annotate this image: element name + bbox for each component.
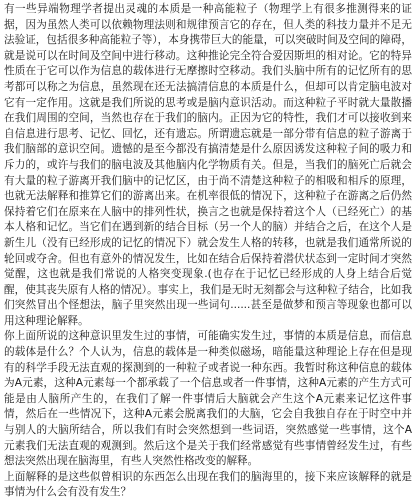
paragraph-closing-question: 上面解释的是这些似曾相识的东西怎么出现在我们的脑海里的，接下来应该解释的就是事情为什么会有没有发生？ [4, 470, 412, 499]
paragraph-a-element-explanation: 你上面所说的这种意识里发生过的事情，可能确实发生过，事情的本质是信息，而信息的载体是什么？个人认为，信息的载体是一种类似磁场，暗能量这种理论上存在但是现有的科学手段无法直观的探测到的一种粒子或者说一种东西。我暂时称这种信息的载体为A元素，这种A元素每一个都承载了一个信息或者一件事情，这种A元素的产生方式可能是由人脑所产生的，在我们了解一件事情后大脑就会产生这个A元素来记忆这件事情，然后在一些情况下，这种A元素会脱离我们的大脑，它会自我独自存在于时空中并与别人的大脑所结合，所以我们有时会突然想到一些词语，突然感觉一些事情，这个A元素我们无法直观的观测到。然后这个是关于我们经常感觉有些事情曾经发生过，有些想法突然出现在脑海里，有些人突然性格改变的解释。 [4, 330, 412, 468]
paragraph-soul-particle-theory: 有一些异端物理学者提出灵魂的本质是一种高能粒子（物理学上有很多推测得来的证据，因为虽然人类可以依赖物理法则和规律预言它的存在，但人类的科技力量并不足无法验证，包括很多种高能粒子等），本身携带巨大的能量，可以突破时间及空间的障碍，就是说可以在时间及空间中进行移动。这种推论完全符合爱因斯坦的相对论。它的特异性质在于它可以作为信息的载体进行无摩擦时空移动。我们头脑中所有的记忆所有的思考都可以称之为信息，虽然现在还无法搞清信息的本质是什么，但却可以肯定脑电波对它有一定作用。这就是我们所说的思考或是脑内意识活动。而这种粒子平时就大量散播在我们周围的空间，当然也存在于我们的脑内。正因为它的特性，我们才可以接收到来自信息进行思考、记忆、回忆，还有遗忘。所谓遗忘就是一部分带有信息的粒子游离于我们脑部的意识空间。遗憾的是至今都没有搞清楚是什么原因诱发这种粒子间的吸力和斥力的，或许与我们的脑电波及其他脑内化学物质有关。但是，当我们的脑死亡后就会有大量的粒子游离开我们脑中的记忆区，由于尚不清楚这种粒子的相吸和相斥的原理，也就无法解释和推算它们的游离出来。在机率很低的情况下，这种粒子在游离之后仍然保持着它们在原来在人脑中的排列性状，换言之也就是保持着这个人（已经死亡）的基本人格和记忆。当它们在遇到新的结合目标（另一个人的脑）并结合之后，在这个人是新生儿（没有已经形成的记忆的情况下）就会发生人格的转移，也就是我们通常所说的轮回或夺舍。但也有意外的情况发生，比如在结合后保持着潜伏状态到一定时间才突然觉醒，这也就是我们常说的人格突变现象.(也存在于记忆已经形成的人身上结合后觉醒，使其丧失原有人格的情况）。事实上，我们是无时无刻都会与这种粒子结合，比如我们突然冒出个怪想法，脑子里突然出现一些词句......甚至是做梦和预言等现象也都可以用这种理论解释。 [4, 3, 412, 327]
